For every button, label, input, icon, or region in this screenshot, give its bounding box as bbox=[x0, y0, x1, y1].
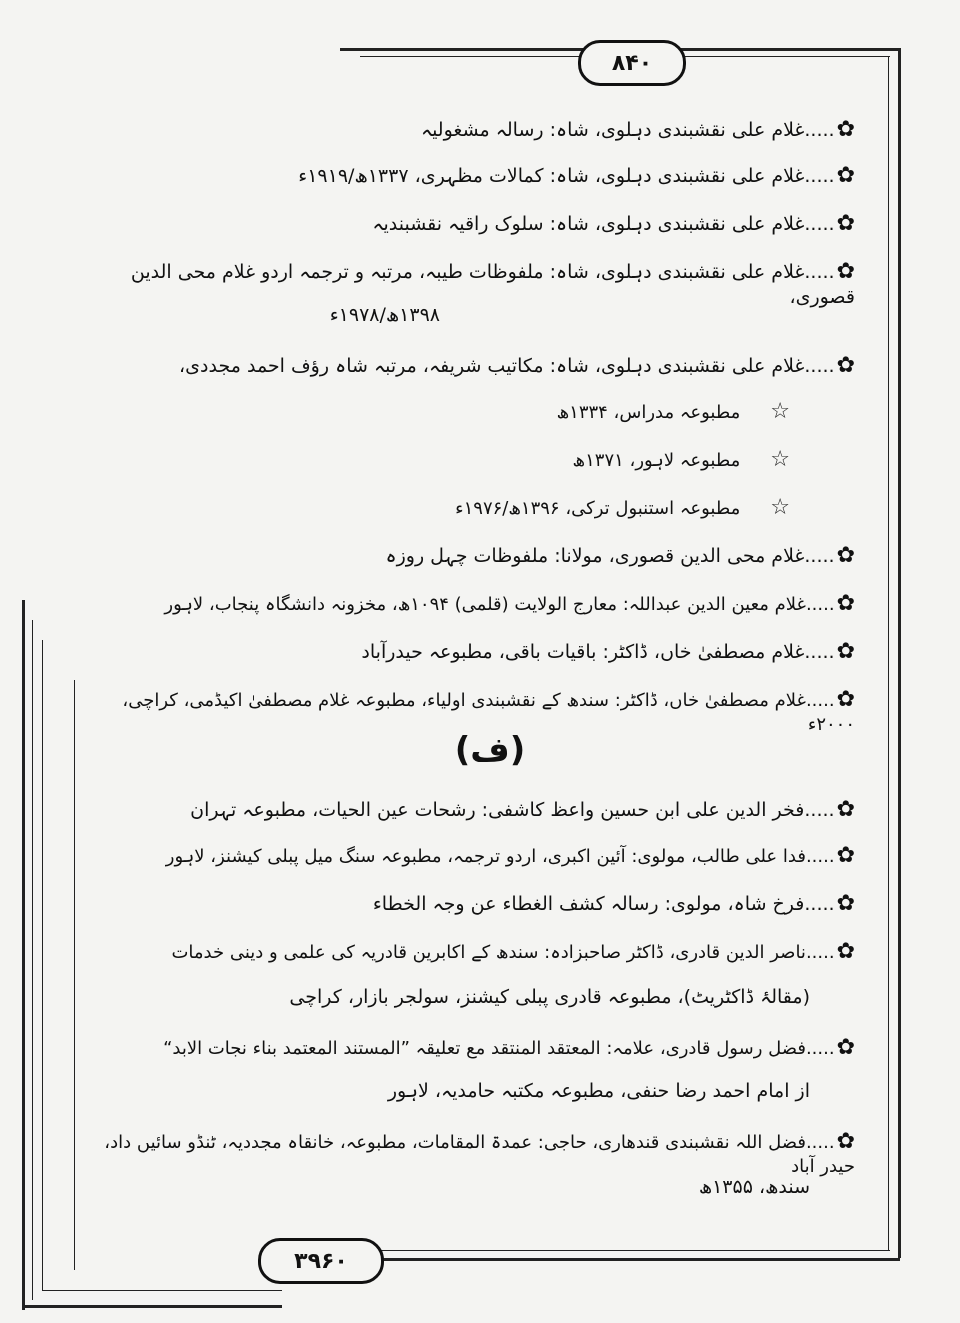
bibliography-entry bbox=[95, 938, 855, 966]
leader-dots: ..... bbox=[805, 594, 835, 615]
frame-line-left-3 bbox=[42, 640, 43, 1290]
leader-dots: ..... bbox=[804, 119, 835, 141]
entry-text: فضل رسول قادری، علامہ: المعتقد المنتقد مع تعلیقہ ”المستند المعتمد بناء نجات الابد“ bbox=[163, 1038, 806, 1059]
frame-line-left-4 bbox=[74, 680, 75, 1270]
bibliography-entry bbox=[95, 842, 855, 870]
flower-bullet-icon: ✿ bbox=[836, 1035, 855, 1060]
frame-line-right-outer bbox=[898, 48, 901, 1258]
section-heading: (ف) bbox=[454, 730, 526, 770]
flower-bullet-icon: ✿ bbox=[836, 639, 855, 664]
hollow-star-icon: ☆ bbox=[770, 447, 790, 472]
bibliography-entry bbox=[95, 542, 855, 570]
entry-text: ناصر الدین قادری، ڈاکٹر صاحبزادہ: سندھ کے اکابرین قادریہ کی علمی و دینی خدمات bbox=[171, 942, 806, 963]
hollow-star-icon: ☆ bbox=[770, 399, 790, 424]
flower-bullet-icon: ✿ bbox=[836, 211, 855, 236]
entry-text: غلام علی نقشبندی دہلوی، شاہ: کمالات مظہری، ۱۳۳۷ھ/۱۹۱۹ء bbox=[298, 165, 805, 187]
sub-entry-text: مطبوعہ مدراس، ۱۳۳۴ھ bbox=[556, 402, 741, 423]
flower-bullet-icon: ✿ bbox=[836, 843, 855, 868]
leader-dots: ..... bbox=[804, 641, 835, 663]
entry-text: فخر الدین علی ابن حسین واعظ کاشفی: رشحات عین الحیات، مطبوعہ تہران bbox=[190, 799, 805, 821]
entry-text: غلام علی نقشبندی دہلوی، شاہ: مکاتیب شریفہ، مرتبہ شاہ رؤف احمد مجددی، bbox=[179, 355, 805, 377]
flower-bullet-icon: ✿ bbox=[836, 939, 855, 964]
entry-continuation: ۱۳۹۸ھ/۱۹۷۸ء bbox=[329, 304, 440, 326]
flower-bullet-icon: ✿ bbox=[836, 591, 855, 616]
entry-text: فضل اللہ نقشبندی قندھاری، حاجی: عمدۃ المقامات، مطبوعہ، خانقاہ مجددیہ، ٹنڈو سائیں داد، حیدر آباد bbox=[104, 1132, 855, 1177]
entry-continuation: سندھ، ۱۳۵۵ھ bbox=[698, 1176, 810, 1198]
sub-entry-text: مطبوعہ استنبول ترکی، ۱۳۹۶ھ/۱۹۷۶ء bbox=[455, 498, 741, 519]
bibliography-entry bbox=[95, 796, 855, 824]
bibliography-entry bbox=[95, 590, 855, 618]
leader-dots: ..... bbox=[805, 846, 835, 867]
leader-dots: ..... bbox=[804, 799, 835, 821]
sub-entry bbox=[290, 446, 790, 474]
entry-text: فدا علی طالب، مولوی: آئین اکبری، اردو ترجمہ، مطبوعہ سنگ میل پبلی کیشنز، لاہور bbox=[165, 846, 806, 867]
leader-dots: ..... bbox=[805, 690, 835, 711]
leader-dots: ..... bbox=[805, 942, 835, 963]
bibliography-entry bbox=[95, 1128, 855, 1178]
frame-line-right-inner bbox=[888, 56, 889, 1251]
entry-text: غلام علی نقشبندی دہلوی، شاہ: رسالہ مشغولیہ bbox=[420, 119, 805, 141]
bibliography-entry bbox=[95, 116, 855, 144]
leader-dots: ..... bbox=[804, 165, 835, 187]
entry-text: غلام علی نقشبندی دہلوی، شاہ: سلوک راقیہ نقشبندیہ bbox=[372, 213, 805, 235]
frame-line-left-2 bbox=[32, 620, 33, 1300]
leader-dots: ..... bbox=[804, 545, 835, 567]
frame-line-bottom-2 bbox=[42, 1290, 282, 1291]
entry-text: غلام مصطفیٰ خاں، ڈاکٹر: باقیات باقی، مطبوعہ حیدرآباد bbox=[361, 641, 805, 663]
hollow-star-icon: ☆ bbox=[770, 495, 790, 520]
flower-bullet-icon: ✿ bbox=[836, 163, 855, 188]
flower-bullet-icon: ✿ bbox=[836, 259, 855, 284]
flower-bullet-icon: ✿ bbox=[836, 797, 855, 822]
bibliography-entry bbox=[95, 162, 855, 190]
bibliography-entry bbox=[95, 1034, 855, 1062]
bibliography-entry bbox=[95, 638, 855, 666]
entry-continuation: از امام احمد رضا حنفی، مطبوعہ مکتبہ حامدیہ، لاہور bbox=[387, 1080, 810, 1102]
frame-line-bottom-4 bbox=[380, 1250, 890, 1251]
bibliography-entry bbox=[95, 258, 855, 309]
leader-dots: ..... bbox=[804, 213, 835, 235]
entry-text: غلام مصطفیٰ خاں، ڈاکٹر: سندھ کے نقشبندی اولیاء، مطبوعہ غلام مصطفیٰ اکیڈمی، کراچی، ۲۰۰۰ء bbox=[122, 690, 855, 735]
leader-dots: ..... bbox=[805, 1132, 835, 1153]
bibliography-entry bbox=[95, 686, 855, 736]
entry-text: غلام معین الدین عبداللہ: معارج الولایت (قلمی) ۱۰۹۴ھ، مخزونہ دانشگاہ پنجاب، لاہور bbox=[164, 594, 806, 615]
flower-bullet-icon: ✿ bbox=[836, 891, 855, 916]
bibliography-entry bbox=[95, 890, 855, 918]
bibliography-entry bbox=[95, 352, 855, 380]
leader-dots: ..... bbox=[804, 355, 835, 377]
sub-entry bbox=[290, 494, 790, 522]
sub-entry bbox=[290, 398, 790, 426]
flower-bullet-icon: ✿ bbox=[836, 117, 855, 142]
flower-bullet-icon: ✿ bbox=[836, 1129, 855, 1154]
entry-continuation: (مقالۂ ڈاکٹریٹ)، مطبوعہ قادری پبلی کیشنز، سولجر بازار، کراچی bbox=[289, 986, 810, 1008]
entry-text: غلام محی الدین قصوری، مولانا: ملفوظات چہل روزہ bbox=[385, 545, 805, 567]
frame-line-bottom-1 bbox=[22, 1305, 282, 1308]
flower-bullet-icon: ✿ bbox=[836, 687, 855, 712]
bibliography-entry bbox=[95, 210, 855, 238]
flower-bullet-icon: ✿ bbox=[836, 543, 855, 568]
entry-text: فرخ شاہ، مولوی: رسالہ کشف الغطاء عن وجہ الخطاء bbox=[372, 893, 805, 915]
frame-line-left-1 bbox=[22, 600, 25, 1310]
frame-line-bottom-3 bbox=[380, 1258, 900, 1261]
top-page-number: ۸۴۰ bbox=[578, 40, 686, 86]
leader-dots: ..... bbox=[804, 893, 835, 915]
leader-dots: ..... bbox=[805, 1038, 835, 1059]
entry-text: غلام علی نقشبندی دہلوی، شاہ: ملفوظات طیبہ، مرتبہ و ترجمہ اردو غلام محی الدین قصوری، bbox=[130, 261, 855, 308]
flower-bullet-icon: ✿ bbox=[836, 353, 855, 378]
sub-entry-text: مطبوعہ لاہور، ۱۳۷۱ھ bbox=[572, 450, 741, 471]
bottom-page-number: ۳۹۶۰ bbox=[258, 1238, 384, 1284]
leader-dots: ..... bbox=[804, 261, 835, 283]
